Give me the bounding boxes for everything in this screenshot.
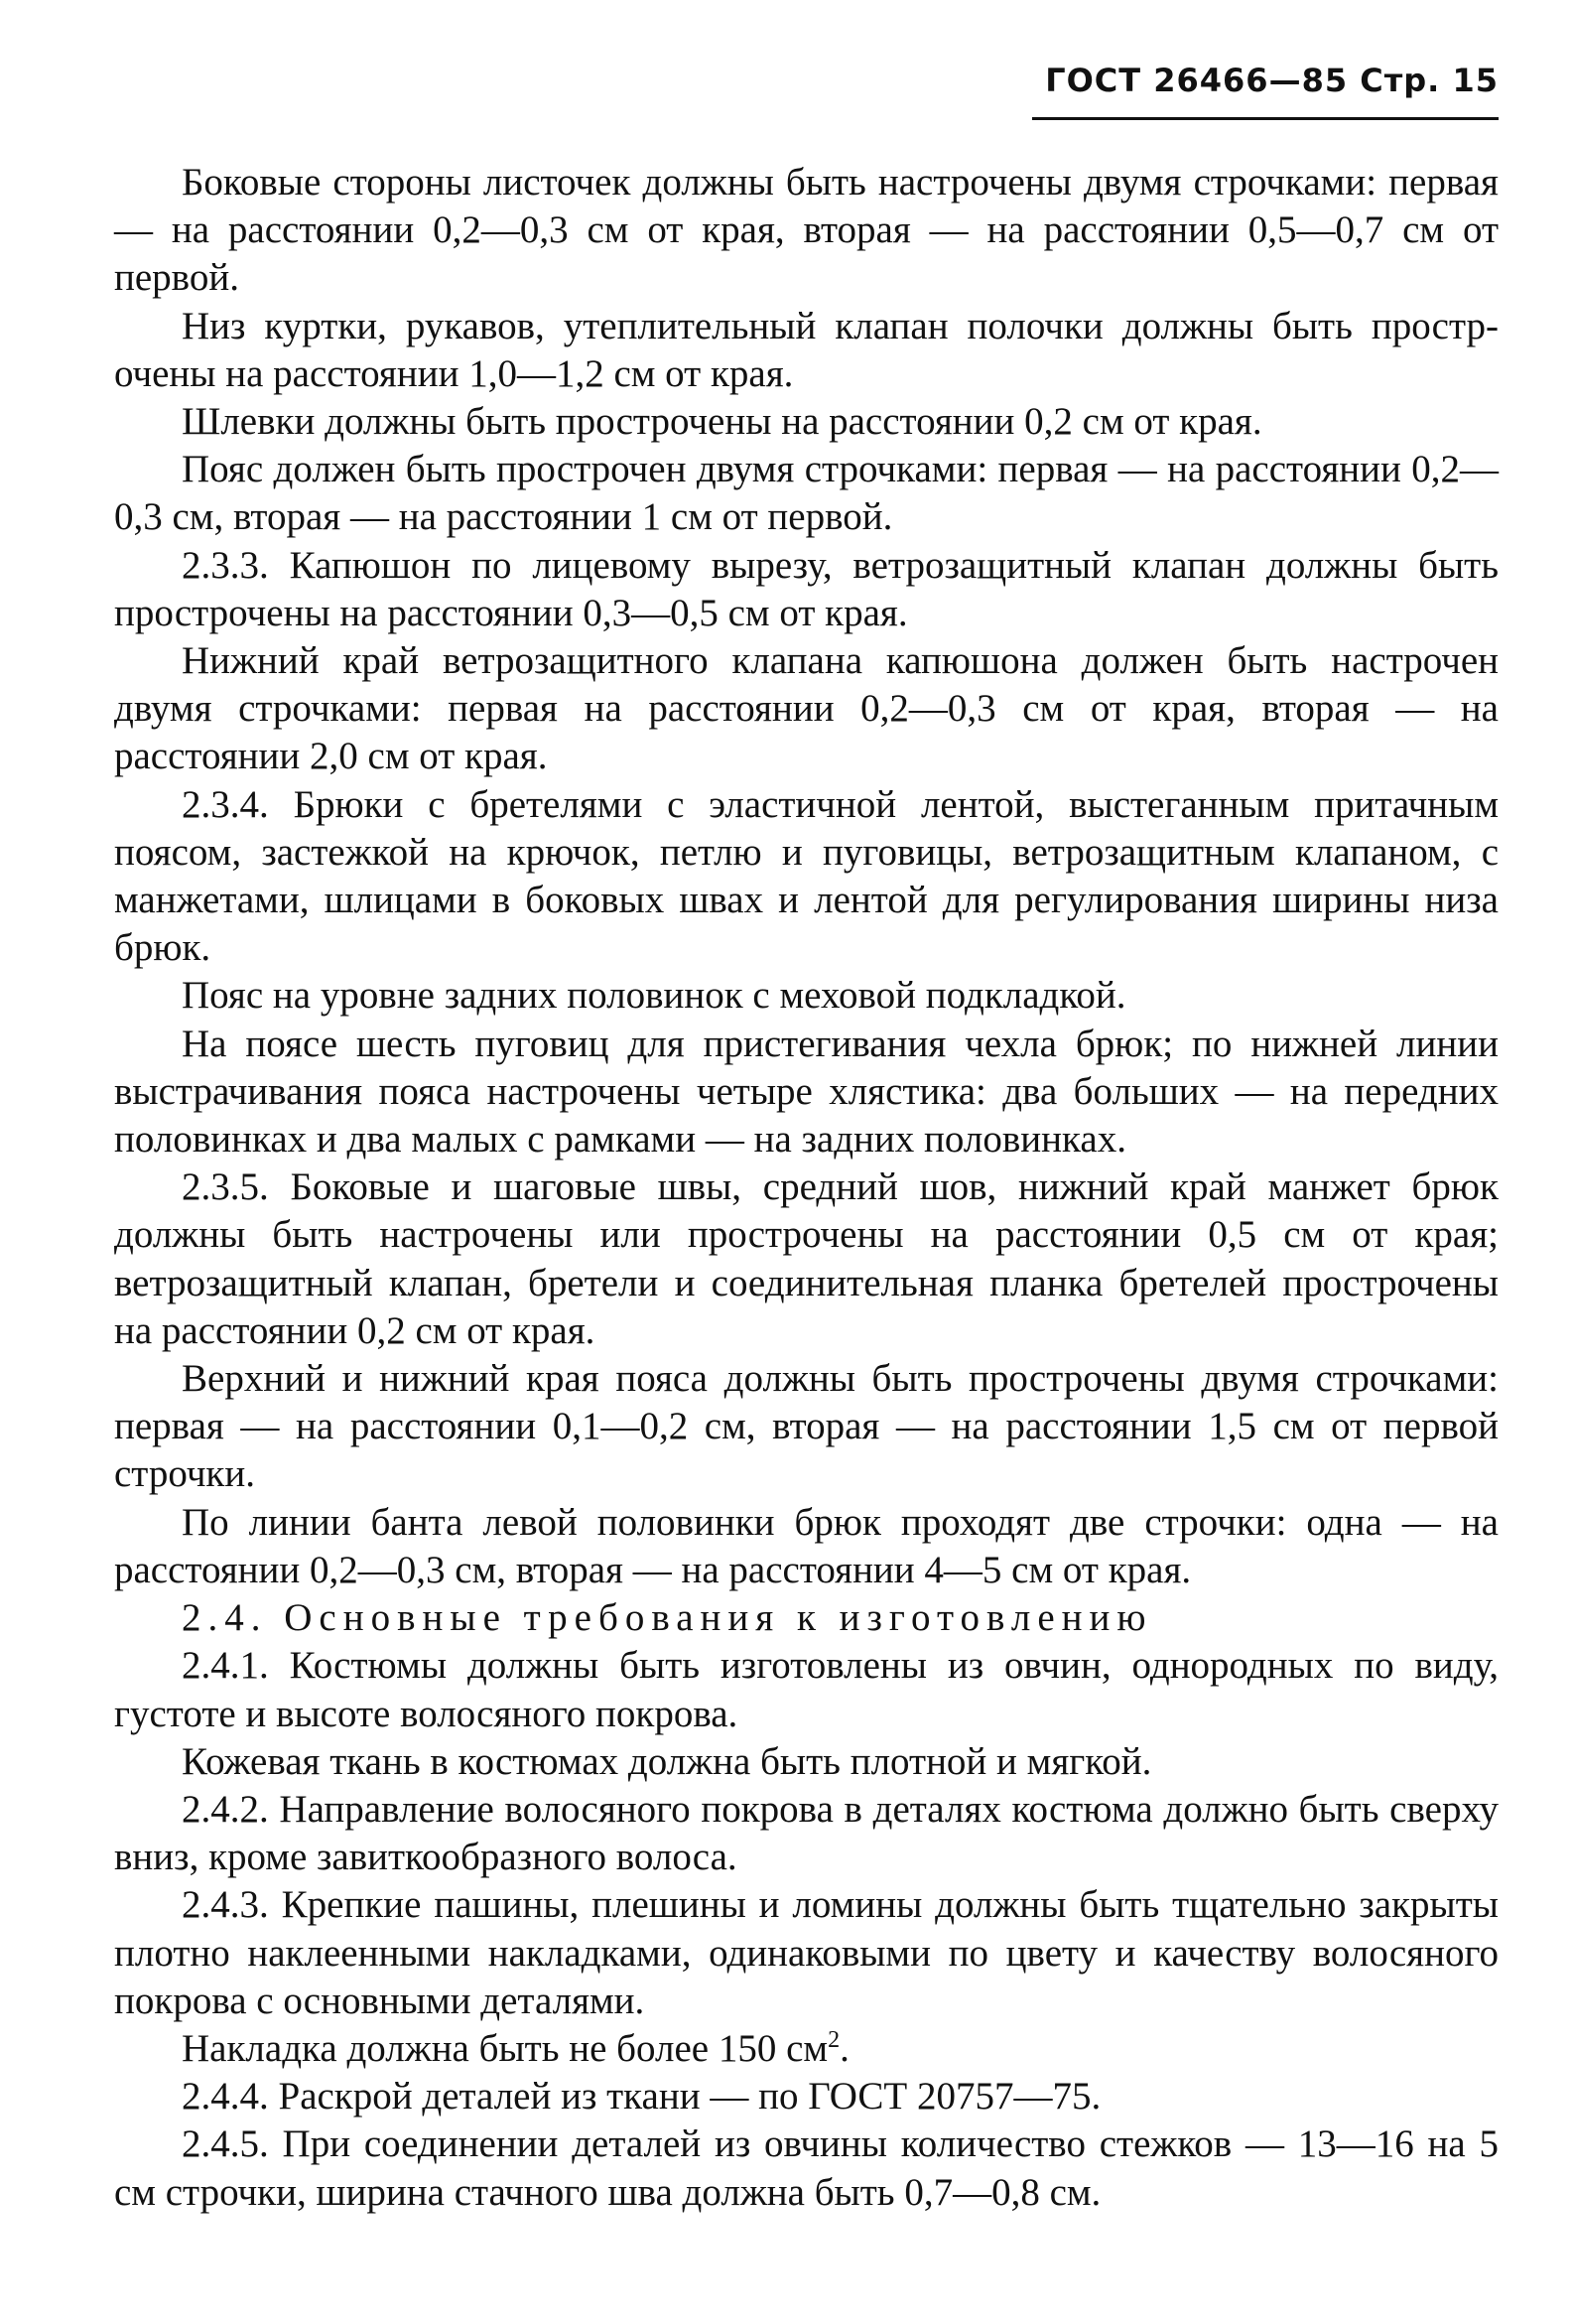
paragraph: Верхний и нижний края пояса должны быть прострочены двумя строчками: первая — на расстоянии 0,1—0,2 см, вторая — на расстоянии 1,5 см от первой строчки. [114,1357,1499,1496]
paragraph: 2.3.5. Боковые и шаговые швы, средний шов, нижний край манжет брюк должны быть настрочены или прострочены на расстоянии 0,5 см от края; ветрозащитный клапан, бретели и соединительная планка бретелей прострочены на расстоянии 0,2 см от края. [114,1165,1499,1352]
body-text [114,159,1499,2217]
paragraph: На поясе шесть пуговиц для пристегивания чехла брюк; по нижней линии выстрачивания пояса настрочены четыре хлястика: два больших — на передних половинках и два малых с рамками — на задних половинках. [114,1022,1499,1162]
paragraph: 2.4.1. Костюмы должны быть изготовлены из овчин, однородных по виду, густоте и высоте волосяного покрова. [114,1644,1499,1735]
paragraph: 2.4.3. Крепкие пашины, плешины и ломины должны быть тщательно закрыты плотно наклеенными накладками, одинаковыми по цвету и качеству волосяного покрова с основными деталями. [114,1883,1499,2022]
paragraph: Пояс на уровне задних половинок с меховой подкладкой. [182,974,1126,1018]
section-number: 2.4. [182,1596,268,1640]
header-rule [1032,117,1499,120]
section-title: Основные требования к изготовлению [284,1596,1153,1640]
running-head [1032,62,1499,99]
paragraph: 2.3.4. Брюки с бретелями с эластичной лентой, выстеганным притачным поясом, застежкой на крючок, петлю и пуговицы, ветрозащитным клапаном, с манжетами, шлицами в боковых швах и лентой для регулирования ширины низа брюк. [114,782,1499,970]
paragraph: Боковые стороны листочек должны быть настрочены двумя строчками: первая — на расстоянии 0,2—0,3 см от края, вторая — на расстоянии 0,5—0,7 см от первой. [114,161,1499,300]
page-label: Стр. 15 [1360,62,1499,99]
paragraph: 2.4.2. Направление волосяного покрова в деталях костюма должно быть сверху вниз, кроме завиткообразного волоса. [114,1787,1499,1879]
paragraph: Шлевки должны быть прострочены на расстоянии 0,2 см от края. [182,400,1262,444]
paragraph: Пояс должен быть прострочен двумя строчками: первая — на расстоянии 0,2—0,3 см, вторая — на расстоянии 1 см от первой. [114,448,1499,539]
paragraph: 2.4.4. Раскрой деталей из ткани — по ГОСТ 20757—75. [182,2075,1102,2119]
section-heading [114,1594,1499,1642]
note-paragraph [114,2025,1499,2073]
note-superscript: 2 [828,2026,841,2053]
paragraph: Кожевая ткань в костюмах должна быть плотной и мягкой. [182,1739,1152,1783]
paragraph: 2.4.5. При соединении деталей из овчины количество стежков — 13—16 на 5 см строчки, ширина стачного шва должна быть 0,7—0,8 см. [114,2122,1499,2214]
paragraph: По линии банта левой половинки брюк проходят две строчки: одна — на расстоянии 0,2—0,3 см, вторая — на расстоянии 4—5 см от края. [114,1500,1499,1591]
paragraph: Низ куртки, рукавов, утеплительный клапан полочки должны быть прострочены на расстоянии 1,0—1,2 см от края. [114,304,1499,395]
paragraph: 2.3.3. Капюшон по лицевому вырезу, ветрозащитный клапан должны быть прострочены на расстоянии 0,3—0,5 см от края. [114,543,1499,634]
note-tail: . [840,2026,850,2070]
paragraph: Нижний край ветрозащитного клапана капюшона должен быть настрочен двумя строчками: первая на расстоянии 0,2—0,3 см от края, вторая — на расстоянии 2,0 см от края. [114,639,1499,778]
note-text: Накладка должна быть не более 150 см [182,2026,829,2070]
doc-id: ГОСТ 26466—85 [1045,62,1349,99]
